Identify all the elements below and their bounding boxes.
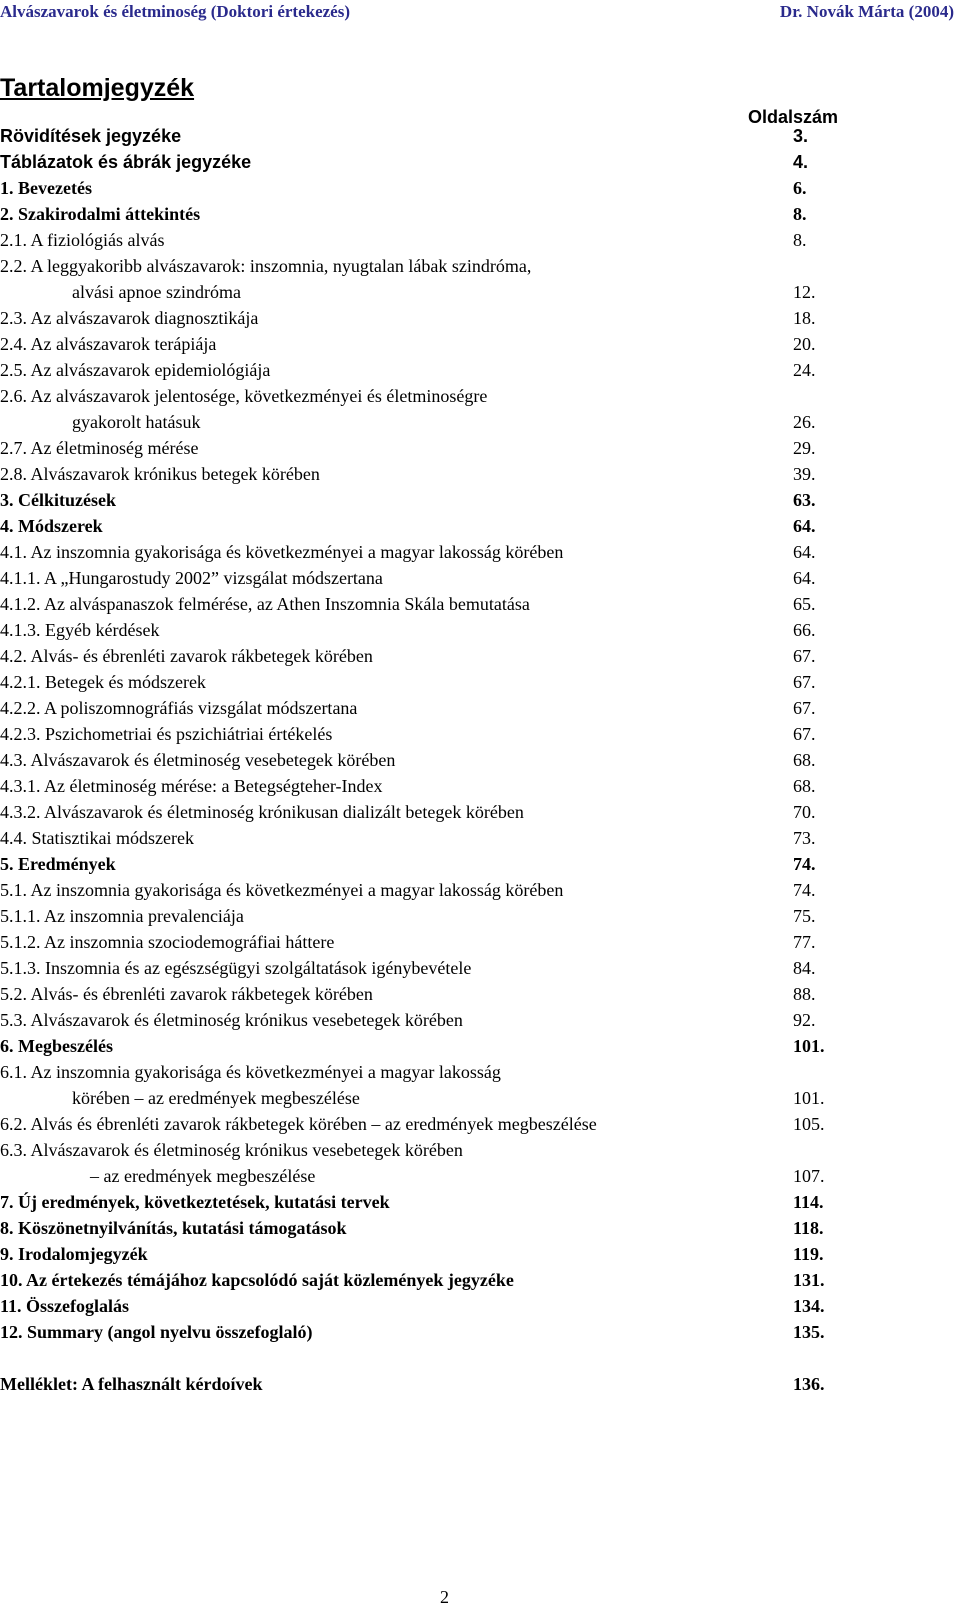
page-column-heading: Oldalszám — [748, 107, 839, 127]
toc-entry-page: 77. — [793, 932, 816, 952]
toc-entry-page: 18. — [793, 308, 816, 328]
toc-entry-page: 119. — [793, 1244, 824, 1264]
toc-entry-page: 4. — [793, 152, 809, 172]
toc-entry-text: 5.2. Alvás- és ébrenléti zavarok rákbetegek körében — [0, 984, 373, 1004]
toc-entry-text: 12. Summary (angol nyelvu összefoglaló) — [0, 1322, 313, 1342]
page-number: 2 — [440, 1587, 449, 1607]
toc-entry-page: 29. — [793, 438, 816, 458]
toc-entry-text: 2.6. Az alvászavarok jelentosége, következményei és életminoségre — [0, 386, 488, 406]
running-header — [0, 0, 960, 26]
toc-entry-text: Melléklet: A felhasznált kérdoívek — [0, 1374, 263, 1394]
toc-entry-page: 74. — [793, 880, 816, 900]
toc-entry-text: 4.3.1. Az életminoség mérése: a Betegségteher-Index — [0, 776, 383, 796]
header-title: Alvászavarok és életminoség (Doktori értekezés) — [0, 2, 350, 21]
toc-entry-page: 70. — [793, 802, 816, 822]
toc-entry-text: 4.2.2. A poliszomnográfiás vizsgálat módszertana — [0, 698, 358, 718]
toc-entry-text: 11. Összefoglalás — [0, 1296, 129, 1316]
toc-entry-page: 92. — [793, 1010, 816, 1030]
toc-entry-page: 66. — [793, 620, 816, 640]
toc-entry-page: 118. — [793, 1218, 824, 1238]
toc-entry-text: körében – az eredmények megbeszélése — [72, 1088, 360, 1108]
toc-entry-page: 73. — [793, 828, 816, 848]
toc-entry-text: 2.4. Az alvászavarok terápiája — [0, 334, 217, 354]
toc-entry-text: 6.2. Alvás és ébrenléti zavarok rákbetegek körében – az eredmények megbeszélése — [0, 1114, 597, 1134]
toc-entry-text: 6. Megbeszélés — [0, 1036, 113, 1056]
toc-entry-text: 6.3. Alvászavarok és életminoség krónikus vesebetegek körében — [0, 1140, 463, 1160]
toc-entry-page: 67. — [793, 724, 816, 744]
toc-entry-text: 4.4. Statisztikai módszerek — [0, 828, 194, 848]
toc-entry-text: gyakorolt hatásuk — [72, 412, 201, 432]
toc-entry-text: Táblázatok és ábrák jegyzéke — [0, 152, 252, 172]
toc-entry-text: 2. Szakirodalmi áttekintés — [0, 204, 201, 224]
toc-entry-page: 26. — [793, 412, 816, 432]
header-author: Dr. Novák Márta (2004) — [779, 2, 954, 21]
toc-entry-page: 3. — [793, 126, 809, 146]
toc-entry-text: 2.3. Az alvászavarok diagnosztikája — [0, 308, 259, 328]
toc-entry-text: 9. Irodalomjegyzék — [0, 1244, 148, 1264]
toc-entry-text: 4.1.2. Az alváspanaszok felmérése, az Athen Inszomnia Skála bemutatása — [0, 594, 530, 614]
toc-entry-text: 5. Eredmények — [0, 854, 116, 874]
toc-entry-text: 4.2. Alvás- és ébrenléti zavarok rákbetegek körében — [0, 646, 373, 666]
toc-entry-text: 4.1. Az inszomnia gyakorisága és következményei a magyar lakosság körében — [0, 542, 564, 562]
toc-entry-text: 5.3. Alvászavarok és életminoség krónikus vesebetegek körében — [0, 1010, 463, 1030]
toc-entry-text: 4.2.1. Betegek és módszerek — [0, 672, 206, 692]
toc-entry-page: 67. — [793, 672, 816, 692]
toc-entry-page: 65. — [793, 594, 816, 614]
toc-entry-page: 8. — [793, 204, 807, 224]
toc-entry-text: 7. Új eredmények, következtetések, kutatási tervek — [0, 1192, 390, 1212]
toc-entry-page: 114. — [793, 1192, 824, 1212]
toc-entry-text: 4.1.3. Egyéb kérdések — [0, 620, 160, 640]
toc-entry-text: 3. Célkituzések — [0, 490, 116, 510]
toc-entry-page: 6. — [793, 178, 807, 198]
toc-entry-text: 6.1. Az inszomnia gyakorisága és következményei a magyar lakosság — [0, 1062, 501, 1082]
toc-entry-page: 20. — [793, 334, 816, 354]
toc-entry-page: 64. — [793, 568, 816, 588]
toc-entry-text: – az eredmények megbeszélése — [90, 1166, 316, 1186]
toc-entry-text: 5.1. Az inszomnia gyakorisága és következményei a magyar lakosság körében — [0, 880, 564, 900]
toc-entry-page: 136. — [793, 1374, 825, 1394]
toc-entry-page: 105. — [793, 1114, 825, 1134]
toc-entry-page: 67. — [793, 698, 816, 718]
toc-entry-text: 2.2. A leggyakoribb alvászavarok: inszomnia, nyugtalan lábak szindróma, — [0, 256, 532, 276]
toc-entry-page: 131. — [793, 1270, 825, 1290]
toc-entry-text: 8. Köszönetnyilvánítás, kutatási támogatások — [0, 1218, 347, 1238]
toc-entry-text: Rövidítések jegyzéke — [0, 126, 182, 146]
toc-entry-text: 5.1.2. Az inszomnia szociodemográfiai háttere — [0, 932, 335, 952]
toc-entry-page: 12. — [793, 282, 816, 302]
toc-entry-page: 68. — [793, 750, 816, 770]
toc-entry-text: 4.2.3. Pszichometriai és pszichiátriai értékelés — [0, 724, 333, 744]
toc-entry-page: 68. — [793, 776, 816, 796]
toc-entry-page: 135. — [793, 1322, 825, 1342]
toc-entry-text: 4.3. Alvászavarok és életminoség vesebetegek körében — [0, 750, 396, 770]
toc-entry-page: 75. — [793, 906, 816, 926]
toc-entry-text: alvási apnoe szindróma — [72, 282, 241, 302]
toc-entry-page: 64. — [793, 542, 816, 562]
toc-entry-page: 74. — [793, 854, 816, 874]
toc-entry-page: 67. — [793, 646, 816, 666]
toc-entry-text: 4. Módszerek — [0, 516, 103, 536]
toc-entry-page: 63. — [793, 490, 816, 510]
toc-entry-page: 39. — [793, 464, 816, 484]
toc-entry-text: 4.1.1. A „Hungarostudy 2002” vizsgálat módszertana — [0, 568, 383, 588]
toc-entry-text: 5.1.3. Inszomnia és az egészségügyi szolgáltatások igénybevétele — [0, 958, 472, 978]
toc-entry-page: 24. — [793, 360, 816, 380]
toc-entry-text: 2.1. A fiziológiás alvás — [0, 230, 165, 250]
toc-entry-text: 5.1.1. Az inszomnia prevalenciája — [0, 906, 244, 926]
toc-entry-page: 101. — [793, 1088, 825, 1108]
toc-entry-page: 8. — [793, 230, 807, 250]
toc-entry-page: 134. — [793, 1296, 825, 1316]
toc-entry-text: 2.7. Az életminoség mérése — [0, 438, 199, 458]
toc-entry-page: 64. — [793, 516, 816, 536]
toc-entry-text: 2.5. Az alvászavarok epidemiológiája — [0, 360, 271, 380]
toc-entry-text: 1. Bevezetés — [0, 178, 92, 198]
toc-entry-page: 88. — [793, 984, 816, 1004]
toc-entry-text: 2.8. Alvászavarok krónikus betegek körében — [0, 464, 320, 484]
toc-entry-page: 84. — [793, 958, 816, 978]
toc-entry-page: 107. — [793, 1166, 825, 1186]
toc-entry-text: 10. Az értekezés témájához kapcsolódó saját közlemények jegyzéke — [0, 1270, 514, 1290]
toc-title: Tartalomjegyzék — [0, 74, 195, 102]
toc-entry-page: 101. — [793, 1036, 825, 1056]
toc-entry-text: 4.3.2. Alvászavarok és életminoség krónikusan dializált betegek körében — [0, 802, 524, 822]
